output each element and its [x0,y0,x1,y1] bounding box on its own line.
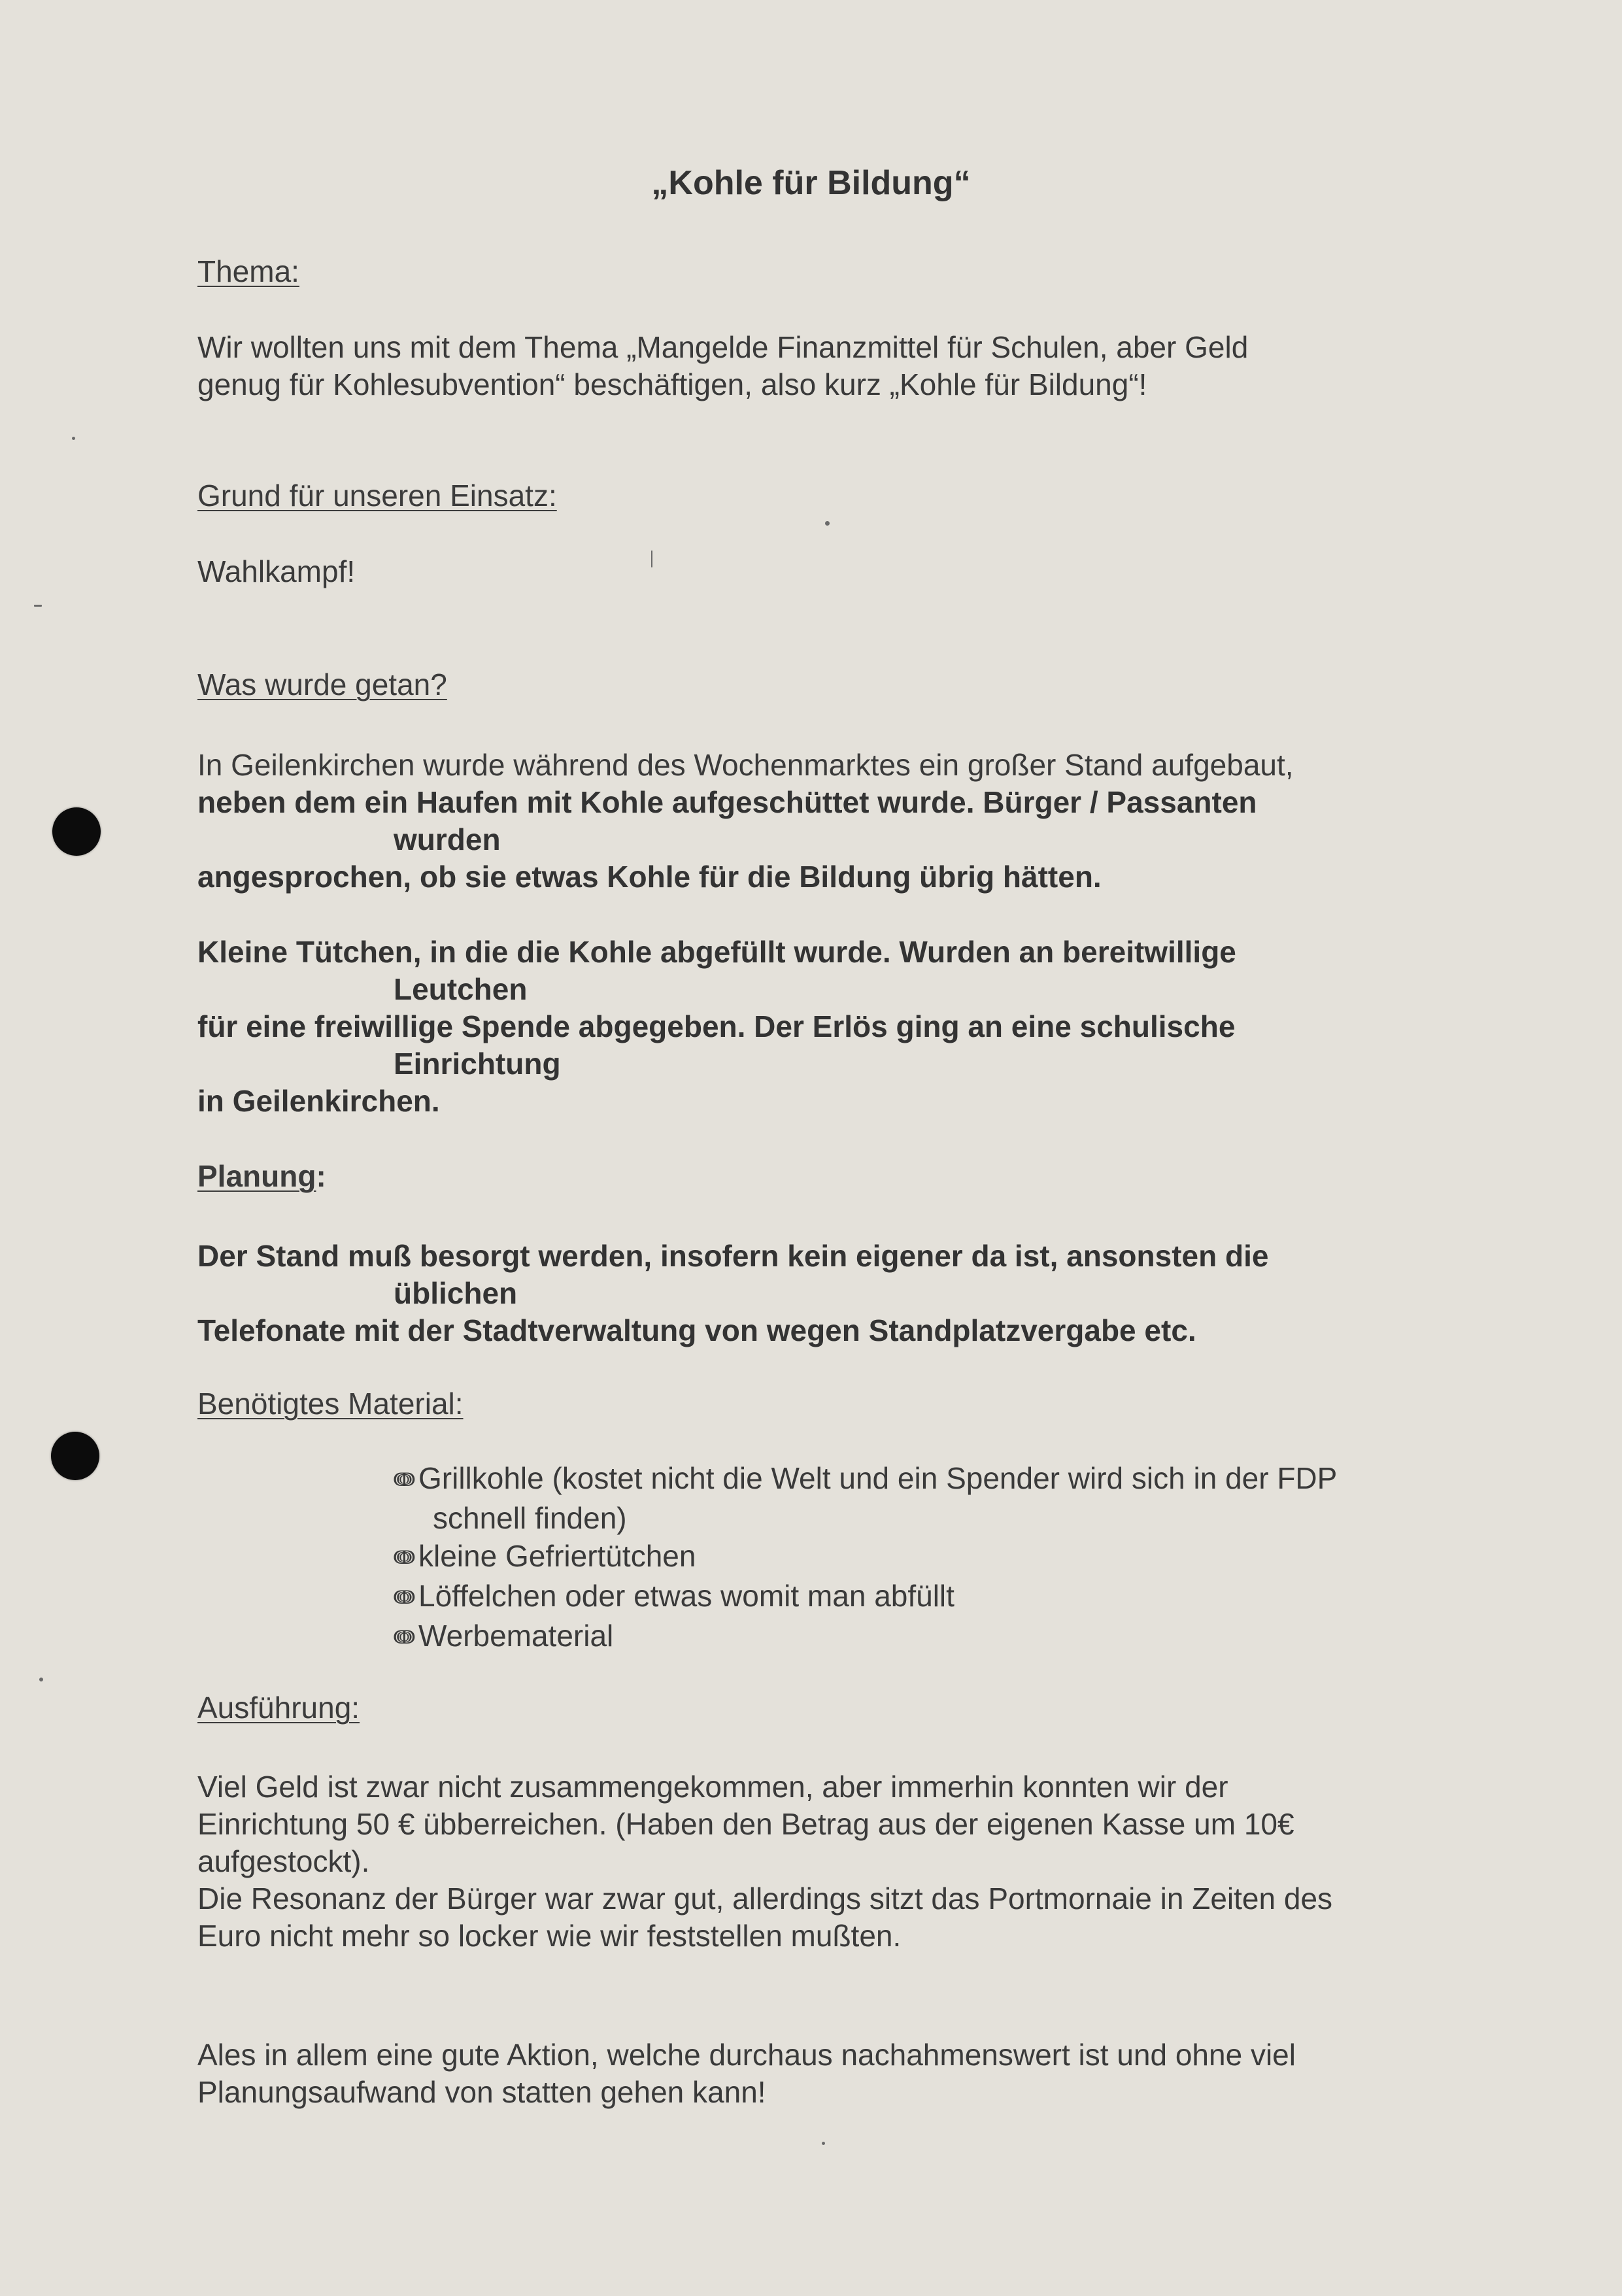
list-item [394,1537,1337,1577]
text-line: für eine freiwillige Spende abgegeben. Der Erlös ging an eine schulische [197,1009,1236,1043]
grund-text: Wahlkampf! [197,554,356,588]
text-line: In Geilenkirchen wurde während des Wochenmarktes ein großer Stand aufgebaut, [197,748,1294,782]
paper-speck [651,550,652,567]
bullet-icon: ↈ [394,1627,415,1648]
document-title: „Kohle für Bildung“ [651,164,971,202]
ausfuehrung-paragraph [197,1768,1332,1955]
list-item-text: kleine Gefriertütchen [418,1539,696,1573]
paper-speck [34,605,42,607]
text-line: angesprochen, ob sie etwas Kohle für die Bildung übrig hätten. [197,860,1102,894]
closing-paragraph [197,2036,1296,2111]
heading-thema: Thema: [197,254,299,288]
text-line: Der Stand muß besorgt werden, insofern kein eigener da ist, ansonsten die [197,1239,1269,1273]
getan-paragraph-2 [197,934,1236,1120]
heading-grund: Grund für unseren Einsatz: [197,479,557,513]
heading-ausfuehrung: Ausführung: [197,1691,360,1725]
heading-planung-label: Planung [197,1159,316,1193]
bullet-icon: ↈ [394,1587,415,1608]
text-line: Euro nicht mehr so locker wie wir feststellen mußten. [197,1919,902,1953]
text-line: aufgestockt). [197,1844,370,1878]
text-line: neben dem ein Haufen mit Kohle aufgeschüttet wurde. Bürger / Passanten [197,785,1257,819]
list-item [394,1577,1337,1617]
text-line: Die Resonanz der Bürger war zwar gut, allerdings sitzt das Portmornaie in Zeiten des [197,1882,1333,1916]
material-list [394,1459,1337,1657]
getan-paragraph-1 [197,747,1294,896]
heading-material: Benötigtes Material: [197,1387,464,1421]
paper-speck [72,437,75,440]
text-line: wurden [394,822,501,856]
text-line: in Geilenkirchen. [197,1084,440,1118]
text-line: Ales in allem eine gute Aktion, welche durchaus nachahmenswert ist und ohne viel [197,2038,1296,2072]
list-item-text: Löffelchen oder etwas womit man abfüllt [418,1579,955,1613]
text-line: genug für Kohlesubvention“ beschäftigen, also kurz „Kohle für Bildung“! [197,367,1147,401]
text-line: Planungsaufwand von statten gehen kann! [197,2075,766,2109]
paper-speck [822,2142,825,2145]
thema-paragraph [197,329,1248,403]
text-line: Wir wollten uns mit dem Thema „Mangelde Finanzmittel für Schulen, aber Geld [197,330,1249,364]
list-item [394,1617,1337,1657]
bullet-icon: ↈ [394,1547,415,1568]
list-item-continuation: schnell finden) [433,1501,627,1535]
text-line: Kleine Tütchen, in die die Kohle abgefüllt wurde. Wurden an bereitwillige [197,935,1236,969]
heading-was-wurde-getan: Was wurde getan? [197,667,447,701]
text-line: Einrichtung [394,1047,561,1081]
list-item-text: Werbematerial [418,1619,614,1653]
list-item-text: Grillkohle (kostet nicht die Welt und ein Spender wird sich in der FDP [418,1461,1338,1495]
paper-speck [39,1678,43,1681]
list-item [394,1459,1337,1537]
paper-speck [825,521,830,526]
text-line: üblichen [394,1276,518,1310]
heading-planung [197,1158,326,1194]
text-line: Telefonate mit der Stadtverwaltung von wegen Standplatzvergabe etc. [197,1313,1196,1347]
bullet-icon: ↈ [394,1469,415,1491]
text-line: Leutchen [394,972,528,1006]
text-line: Einrichtung 50 € übberreichen. (Haben den Betrag aus der eigenen Kasse um 10€ [197,1807,1294,1841]
text-line: Viel Geld ist zwar nicht zusammengekommen, aber immerhin konnten wir der [197,1770,1228,1804]
planung-paragraph [197,1238,1268,1349]
punch-hole-top [52,807,101,856]
punch-hole-bottom [51,1432,99,1480]
heading-planung-colon: : [316,1159,326,1193]
